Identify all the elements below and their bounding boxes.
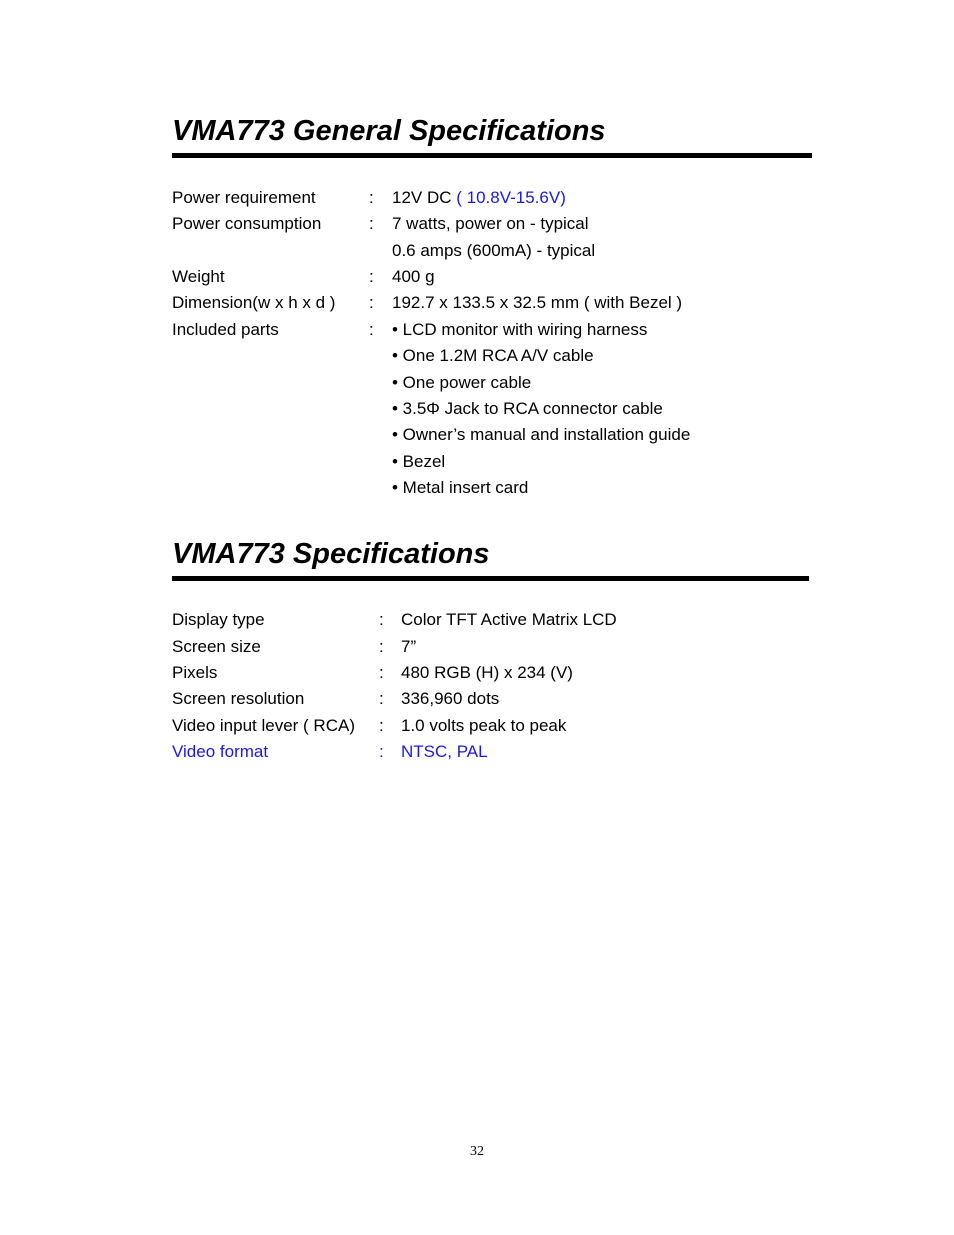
specs-title: VMA773 Specifications — [172, 538, 490, 570]
spec-value: Color TFT Active Matrix LCD — [401, 610, 617, 629]
spec-value: • Bezel — [392, 452, 446, 471]
spec-value: 480 RGB (H) x 234 (V) — [401, 663, 573, 682]
spec-colon: : — [379, 610, 384, 629]
spec-value: 400 g — [392, 267, 435, 286]
spec-colon: : — [369, 320, 374, 339]
spec-value: 192.7 x 133.5 x 32.5 mm ( with Bezel ) — [392, 293, 683, 312]
spec-value: 336,960 dots — [401, 689, 500, 708]
spec-label: Video input lever ( RCA) — [172, 716, 355, 735]
spec-label: Pixels — [172, 663, 218, 682]
spec-label: Video format — [172, 742, 269, 761]
spec-label: Power requirement — [172, 188, 316, 207]
spec-value: • 3.5Φ Jack to RCA connector cable — [392, 399, 663, 418]
spec-colon: : — [379, 663, 384, 682]
spec-label: Display type — [172, 610, 265, 629]
general-specs-title: VMA773 General Specifications — [172, 115, 606, 147]
spec-value: 1.0 volts peak to peak — [401, 716, 567, 735]
spec-value: • One 1.2M RCA A/V cable — [392, 346, 594, 365]
specs-rule — [172, 576, 809, 581]
spec-label: Dimension(w x h x d ) — [172, 293, 336, 312]
spec-value: NTSC, PAL — [401, 742, 488, 761]
spec-colon: : — [379, 716, 384, 735]
page-number: 32 — [470, 1144, 484, 1159]
spec-value: • Metal insert card — [392, 478, 529, 497]
spec-label: Power consumption — [172, 214, 322, 233]
spec-value: 7 watts, power on - typical — [392, 214, 589, 233]
spec-colon: : — [379, 742, 384, 761]
spec-colon: : — [369, 293, 374, 312]
spec-value: • One power cable — [392, 373, 532, 392]
spec-colon: : — [369, 188, 374, 207]
spec-value: 7” — [401, 637, 417, 656]
spec-colon: : — [379, 689, 384, 708]
spec-value — [392, 185, 566, 211]
spec-colon: : — [369, 267, 374, 286]
spec-value: 0.6 amps (600mA) - typical — [392, 241, 596, 260]
spec-label: Included parts — [172, 320, 279, 339]
spec-colon: : — [369, 214, 374, 233]
general-specs-rule — [172, 153, 812, 158]
spec-label: Weight — [172, 267, 225, 286]
spec-colon: : — [379, 637, 384, 656]
spec-label: Screen resolution — [172, 689, 305, 708]
spec-value: • LCD monitor with wiring harness — [392, 320, 648, 339]
spec-value-range: ( 10.8V-15.6V) — [456, 188, 566, 207]
spec-value: • Owner’s manual and installation guide — [392, 425, 691, 444]
spec-value-main: 12V DC — [392, 188, 457, 207]
spec-label: Screen size — [172, 637, 261, 656]
